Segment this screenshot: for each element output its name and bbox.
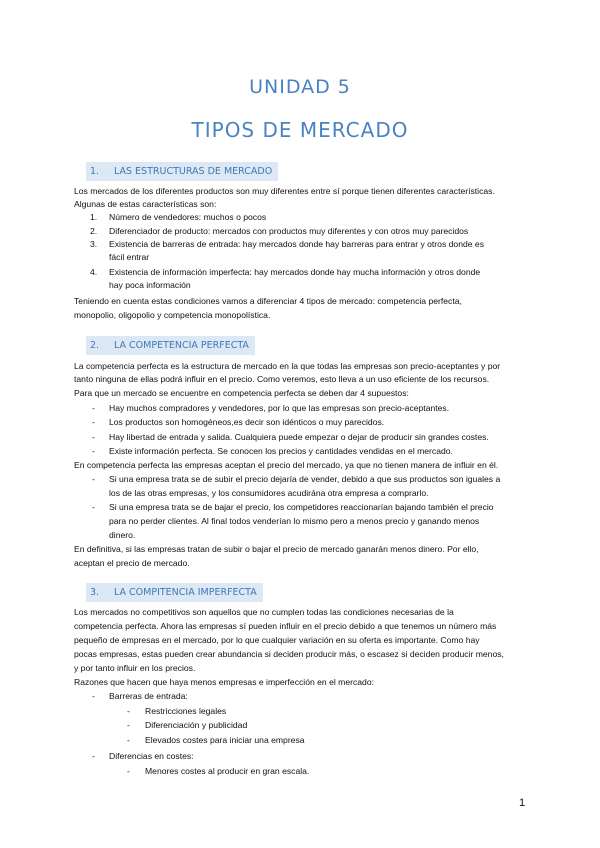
paragraph: En definitiva, si las empresas tratan de subir o bajar el precio de mercado ganarán menos dinero. Por ello, (74, 544, 479, 554)
list-text: Elevados costes para iniciar una empresa (145, 735, 305, 745)
paragraph: Los mercados de los diferentes productos son muy diferentes entre sí porque tienen diferentes características. (74, 186, 495, 196)
section-number: 3. (90, 587, 100, 598)
list-text: Si una empresa trata se de subir el precio dejaría de vender, debido a que sus productos son iguales a (109, 474, 501, 484)
paragraph: Para que un mercado se encuentre en competencia perfecta se deben dar 4 supuestos: (74, 388, 409, 398)
page-title: TIPOS DE MERCADO (191, 118, 409, 142)
section-title: LAS ESTRUCTURAS DE MERCADO (114, 166, 273, 177)
list-text: Número de vendedores: muchos o pocos (109, 212, 267, 222)
list-text: Diferencias en costes: (109, 751, 194, 761)
section-number: 2. (90, 340, 100, 351)
section-heading-1 (86, 162, 278, 181)
document-page: UNIDAD 5 TIPOS DE MERCADO 1. LAS ESTRUCTURAS DE MERCADO Los mercados de los diferentes productos son muy diferentes entre sí porque tienen diferentes características. Algunas de estas características son: 1. Número de vendedores: muchos o pocos 2. Diferenciador de producto: mercados con productos muy diferentes y con otros muy parecidos 3. Existencia de barreras de entrada: hay mercados donde hay barreras para entrar y otros donde es fácil entrar 4. Existencia de información imperfecta: hay mercados donde hay mucha información y otros donde hay poca información Teniendo en cuenta estas condiciones vamos a diferenciar 4 tipos de mercado: competencia perfecta, monopolio, oligopolio y competencia monopolística. 2. LA COMPETENCIA PERFECTA La competencia perfecta es la estructura de mercado en la que todas las empresas son precio-aceptantes y por tanto ninguna de ellas podrá influir en el precio. Como veremos, esto lleva a un uso eficiente de los recursos. Para que un mercado se encuentre en competencia perfecta se deben dar 4 supuestos: - Hay muchos compradores y vendedores, por lo que las empresas son precio-aceptantes. - Los productos son homogéneos,es decir son idénticos o muy parecidos. - Hay libertad de entrada y salida. Cualquiera puede empezar o dejar de producir sin grandes costes. - Existe información perfecta. Se conocen los precios y cantidades vendidas en el mercado. En competencia perfecta las empresas aceptan el precio del mercado, ya que no tienen manera de influir en él. - Si una empresa trata se de subir el precio dejaría de vender, debido a que sus productos son iguales a los de las otras empresas, y los consumidores acudirána otra empresa a comprarlo. - Si una empresa trata se de bajar el precio, los competidores reaccionarían bajando también el precio para no perder clientes. Al final todos venderían lo mismo pero a menos precio y ganando menos dinero. En definitiva, si las empresas tratan de subir o bajar el precio de mercado ganarán menos dinero. Por ello, aceptan el precio de mercado. 3. LA COMPITENCIA IMPERFECTA Los mercados no competitivos son aquellos que no cumplen todas las condiciones necesarias de la competencia perfecta. Ahora las empresas sí pueden influir en el precio debido a que tenemos un número más pequeño de empresas en el mercado, por lo que cualquier variación en su oferta es importante. Como hay pocas empresas, estas pueden crear abundancia si deciden producir más, o escasez si deciden producir menos, y por tanto influir en los precios. Razones que hacen que haya menos empresas e imperfección en el mercado: - Barreras de entrada: - Restricciones legales - Diferenciación y publicidad - Elevados costes para iniciar una empresa - Diferencias en costes: - Menores costes al producir en gran escala. 1 (0, 0, 600, 848)
list-text: los de las otras empresas, y los consumidores acudirána otra empresa a comprarlo. (109, 488, 429, 498)
list-number: 1. (90, 212, 98, 222)
list-text: Restricciones legales (145, 706, 227, 716)
paragraph: Los mercados no competitivos son aquellos que no cumplen todas las condiciones necesarias de la (74, 607, 454, 617)
section-heading-2 (86, 336, 255, 355)
list-text: Menores costes al producir en gran escala. (145, 766, 310, 776)
paragraph: La competencia perfecta es la estructura de mercado en la que todas las empresas son precio-aceptantes y por (74, 361, 501, 371)
list-text: Diferenciador de producto: mercados con productos muy diferentes y con otros muy parecidos (109, 226, 469, 236)
list-text: Los productos son homogéneos,es decir son idénticos o muy parecidos. (109, 417, 385, 427)
list-text: dinero. (109, 530, 136, 540)
section-heading-3 (86, 583, 263, 602)
paragraph: pequeño de empresas en el mercado, por lo que cualquier variación en su oferta es importante. Como hay (74, 635, 480, 645)
paragraph: En competencia perfecta las empresas aceptan el precio del mercado, ya que no tienen manera de influir en él. (74, 460, 499, 470)
list-text: Hay muchos compradores y vendedores, por lo que las empresas son precio-aceptantes. (109, 403, 450, 413)
paragraph: y por tanto influir en los precios. (74, 663, 196, 673)
list-number: 2. (90, 226, 98, 236)
list-text: Existencia de barreras de entrada: hay mercados donde hay barreras para entrar y otros donde es (109, 239, 484, 249)
list-text: Hay libertad de entrada y salida. Cualquiera puede empezar o dejar de producir sin grandes costes. (109, 432, 489, 442)
list-text: Diferenciación y publicidad (145, 720, 248, 730)
paragraph: pocas empresas, estas pueden crear abundancia si deciden producir más, o escasez si deciden producir menos, (74, 649, 504, 659)
paragraph: aceptan el precio de mercado. (74, 558, 190, 568)
list-text: Si una empresa trata se de bajar el precio, los competidores reaccionarían bajando también el precio (109, 502, 494, 512)
paragraph: Razones que hacen que haya menos empresas e imperfección en el mercado: (74, 677, 375, 687)
paragraph: monopolio, oligopolio y competencia monopolística. (74, 310, 271, 320)
section-title: LA COMPETENCIA PERFECTA (114, 340, 249, 351)
list-text: para no perder clientes. Al final todos venderían lo mismo pero a menos precio y ganando menos (109, 516, 480, 526)
unit-title: UNIDAD 5 (249, 76, 351, 98)
page-number: 1 (519, 797, 526, 809)
list-number: 3. (90, 239, 98, 249)
paragraph: competencia perfecta. Ahora las empresas sí pueden influir en el precio debido a que tenemos un número más (74, 621, 497, 631)
list-text: Existencia de información imperfecta: hay mercados donde hay mucha información y otros donde (109, 267, 481, 277)
list-text: hay poca información (109, 280, 191, 290)
paragraph: tanto ninguna de ellas podrá influir en el precio. Como veremos, esto lleva a un uso eficiente de los recursos. (74, 374, 490, 384)
section-number: 1. (90, 166, 100, 177)
list-text: Existe información perfecta. Se conocen los precios y cantidades vendidas en el mercado. (109, 446, 453, 456)
paragraph: Teniendo en cuenta estas condiciones vamos a diferenciar 4 tipos de mercado: competencia perfecta, (74, 296, 462, 306)
list-number: 4. (90, 267, 98, 277)
section-title: LA COMPITENCIA IMPERFECTA (114, 587, 257, 598)
list-text: Barreras de entrada: (109, 691, 188, 701)
list-text: fácil entrar (109, 252, 150, 262)
paragraph: Algunas de estas características son: (74, 199, 217, 209)
